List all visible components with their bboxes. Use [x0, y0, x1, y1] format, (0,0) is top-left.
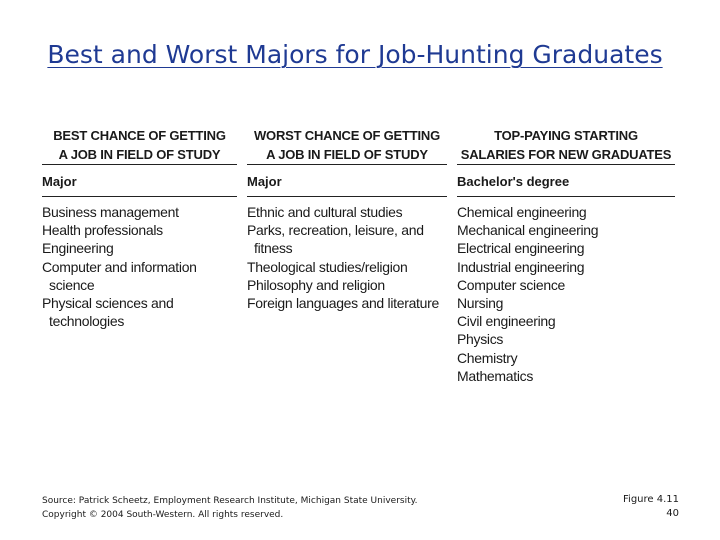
copyright-note: Copyright © 2004 South-Western. All rights reserved. — [42, 510, 284, 520]
column-heading — [247, 126, 447, 164]
list-item-text: Electrical engineering — [457, 240, 585, 257]
list-item — [42, 239, 237, 257]
list-item-text: Theological studies/religion — [247, 258, 408, 275]
column-subheading: Major — [247, 174, 447, 197]
list-item-text: Ethnic and cultural studies — [247, 204, 403, 220]
list-item-text: Physics — [457, 331, 504, 348]
list-item-text: Philosophy and religion — [247, 276, 385, 293]
column-heading — [42, 126, 237, 164]
list-item-text: Computer science — [457, 276, 566, 293]
list-item — [42, 294, 237, 330]
list-item-text: Chemistry — [457, 349, 518, 366]
item-list — [42, 203, 237, 330]
list-item-continuation: fitness — [254, 240, 293, 257]
list-item — [42, 221, 237, 239]
list-item-text: Business management — [42, 204, 179, 220]
list-item — [42, 258, 237, 294]
slide-title: Best and Worst Majors for Job-Hunting Graduates — [47, 40, 663, 69]
list-item-text: Engineering — [42, 240, 114, 257]
list-item — [247, 276, 447, 294]
item-list — [247, 203, 447, 312]
list-item — [247, 258, 447, 276]
list-item-text: Industrial engineering — [457, 258, 585, 275]
column-heading-line1: WORST CHANCE OF GETTING — [253, 128, 441, 143]
footer-right — [623, 493, 679, 521]
list-item-continuation: science — [49, 276, 95, 293]
column-subheading: Bachelor's degree — [457, 174, 675, 197]
page-number: 40 — [666, 508, 679, 519]
column-subheading: Major — [42, 174, 237, 197]
column-heading-line2: A JOB IN FIELD OF STUDY — [247, 145, 447, 165]
column-heading-line1: BEST CHANCE OF GETTING — [53, 128, 226, 143]
list-item-text: Computer and information — [42, 258, 197, 275]
footer-left — [42, 494, 418, 522]
top-salaries-column — [457, 126, 675, 385]
source-note: Source: Patrick Scheetz, Employment Research Institute, Michigan State University. — [42, 496, 418, 506]
column-heading-line2: A JOB IN FIELD OF STUDY — [42, 145, 237, 165]
worst-chance-column — [247, 126, 447, 312]
column-heading — [457, 126, 675, 164]
list-item-text: Mechanical engineering — [457, 222, 599, 239]
list-item — [457, 221, 675, 239]
list-item-text: Health professionals — [42, 222, 163, 239]
list-item-text: Civil engineering — [457, 313, 556, 330]
list-item-text: Foreign languages and literature — [247, 295, 439, 312]
list-item — [247, 294, 447, 312]
list-item — [457, 258, 675, 276]
list-item — [457, 276, 675, 294]
list-item — [457, 312, 675, 330]
list-item-text: Physical sciences and — [42, 295, 174, 312]
list-item — [457, 203, 675, 221]
list-item-continuation: technologies — [49, 313, 125, 330]
list-item — [457, 349, 675, 367]
column-heading-line1: TOP-PAYING STARTING — [494, 128, 638, 143]
list-item-text: Mathematics — [457, 367, 534, 384]
list-item — [247, 203, 447, 221]
column-heading-line2: SALARIES FOR NEW GRADUATES — [457, 145, 675, 165]
list-item — [247, 221, 447, 257]
list-item — [457, 330, 675, 348]
list-item-text: Chemical engineering — [457, 204, 587, 220]
list-item — [457, 367, 675, 385]
figure-label: Figure 4.11 — [623, 494, 679, 505]
best-chance-column — [42, 126, 237, 330]
list-item — [457, 239, 675, 257]
list-item-text: Nursing — [457, 295, 504, 312]
list-item — [457, 294, 675, 312]
list-item — [42, 203, 237, 221]
item-list — [457, 203, 675, 385]
list-item-text: Parks, recreation, leisure, and — [247, 222, 424, 239]
